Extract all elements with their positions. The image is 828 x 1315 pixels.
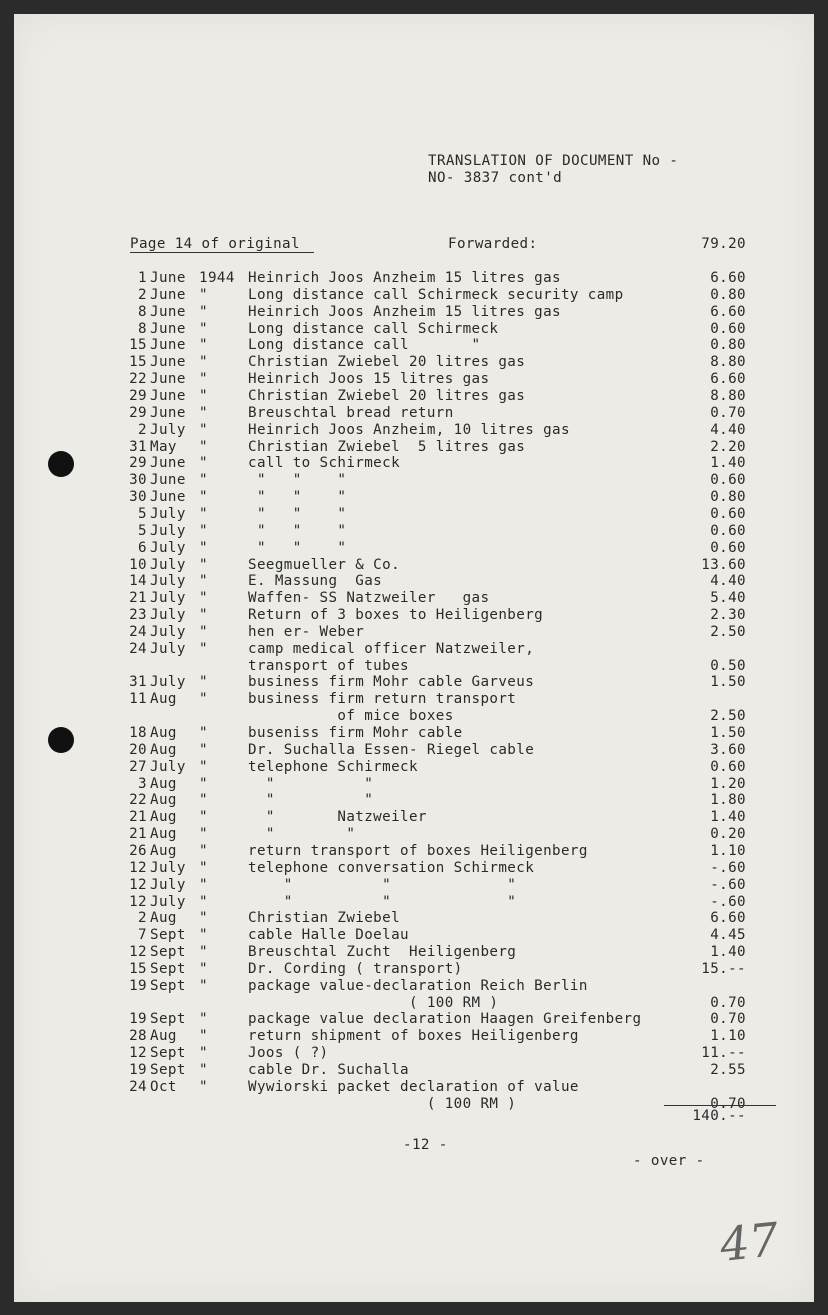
entry-day: 27 <box>129 758 147 775</box>
entry-amount: 2.50 <box>710 708 746 725</box>
entry-description: " Natzweiler <box>248 809 427 826</box>
entry-description: Joos ( ?) <box>248 1045 329 1062</box>
entry-description: Breuschtal Zucht Heiligenberg <box>248 944 517 960</box>
ledger-row <box>14 388 814 405</box>
entry-description: ( 100 RM ) <box>248 994 499 1011</box>
entry-year: " <box>199 691 208 708</box>
entry-amount: 1.50 <box>710 725 746 741</box>
entry-month: June <box>150 404 186 421</box>
entry-description: Long distance call Schirmeck security camp <box>248 286 624 303</box>
ledger-row <box>14 573 814 590</box>
ledger-row <box>14 708 814 725</box>
forwarded-label: Forwarded: <box>448 236 538 252</box>
entry-day: 8 <box>138 320 147 337</box>
entry-month: July <box>150 505 186 522</box>
entry-amount: 6.60 <box>710 910 746 927</box>
entry-year: " <box>199 1011 208 1028</box>
ledger-row <box>14 506 814 523</box>
entry-amount: 0.60 <box>710 320 746 337</box>
ledger-row <box>14 641 814 658</box>
entry-day: 18 <box>129 725 147 741</box>
entry-month: July <box>150 573 186 590</box>
entry-description: transport of tubes <box>248 657 409 674</box>
entry-month: Oct <box>150 1078 177 1095</box>
ledger-row <box>14 523 814 540</box>
entry-year: " <box>199 573 208 590</box>
entry-amount: 0.80 <box>710 286 746 303</box>
entry-year: " <box>199 371 208 388</box>
ledger-row <box>14 1062 814 1079</box>
entry-description: Seegmueller & Co. <box>248 556 401 573</box>
ledger-row <box>14 304 814 321</box>
ledger-row <box>14 944 814 961</box>
entry-day: 21 <box>129 826 147 843</box>
entry-amount: 0.70 <box>710 994 746 1011</box>
entry-day: 10 <box>129 556 147 573</box>
entry-month: Aug <box>150 741 177 758</box>
entry-year: " <box>199 1045 208 1062</box>
ledger-row <box>14 557 814 574</box>
entry-month: Sept <box>150 977 186 994</box>
entry-month: July <box>150 556 186 573</box>
entry-description: business firm Mohr cable Garveus <box>248 674 535 691</box>
entry-month: June <box>150 371 186 388</box>
entry-year: " <box>199 1062 208 1078</box>
entry-description: of mice boxes <box>248 708 454 725</box>
entry-description: Waffen- SS Natzweiler gas <box>248 590 490 607</box>
entry-description: Heinrich Joos Anzheim 15 litres gas <box>248 270 561 286</box>
total-rule <box>664 1105 776 1106</box>
entry-year: " <box>199 758 208 775</box>
entry-description: " " " <box>248 472 347 489</box>
entry-day: 28 <box>129 1028 147 1045</box>
entry-year: " <box>199 859 208 876</box>
forwarded-amount: 79.20 <box>701 236 746 252</box>
entry-amount: 0.20 <box>710 826 746 843</box>
entry-description: package value-declaration Reich Berlin <box>248 977 588 994</box>
entry-description: Return of 3 boxes to Heiligenberg <box>248 607 544 623</box>
ledger-row <box>14 590 814 607</box>
entry-amount: 1.40 <box>710 455 746 472</box>
entry-day: 22 <box>129 792 147 809</box>
entry-month: Sept <box>150 1062 186 1078</box>
ledger-row <box>14 776 814 793</box>
entry-description: Christian Zwiebel <box>248 910 401 927</box>
entry-description: Dr. Cording ( transport) <box>248 960 463 977</box>
ledger-row <box>14 860 814 877</box>
ledger-row <box>14 759 814 776</box>
entry-month: Aug <box>150 826 177 843</box>
entry-year: " <box>199 286 208 303</box>
ledger-row <box>14 691 814 708</box>
document-page <box>14 14 814 1302</box>
ledger-row <box>14 354 814 371</box>
ledger-row <box>14 540 814 557</box>
entry-description: Christian Zwiebel 20 litres gas <box>248 388 526 404</box>
entry-description: business firm return transport <box>248 691 517 708</box>
entry-day: 19 <box>129 977 147 994</box>
entry-amount: 11.-- <box>701 1045 746 1062</box>
ledger-row <box>14 337 814 354</box>
entry-amount: 0.60 <box>710 758 746 775</box>
ledger-row <box>14 725 814 742</box>
entry-amount: 6.60 <box>710 371 746 388</box>
entry-year: " <box>199 505 208 522</box>
entry-year: " <box>199 927 208 944</box>
handwritten-page-number: 47 <box>717 1212 782 1272</box>
entry-amount: 13.60 <box>701 556 746 573</box>
entry-amount: 0.70 <box>710 1011 746 1028</box>
entry-description: " " " <box>248 505 347 522</box>
entry-month: July <box>150 522 186 539</box>
entry-amount: 5.40 <box>710 590 746 607</box>
entry-amount: -.60 <box>710 876 746 893</box>
entry-amount: 1.80 <box>710 792 746 809</box>
entry-day: 7 <box>138 927 147 944</box>
entry-year: " <box>199 977 208 994</box>
entry-month: June <box>150 472 186 489</box>
entry-month: July <box>150 421 186 438</box>
entry-month: June <box>150 303 186 320</box>
entry-description: ( 100 RM ) <box>248 1095 517 1112</box>
entry-day: 29 <box>129 455 147 472</box>
entry-month: July <box>150 674 186 691</box>
entry-day: 5 <box>138 505 147 522</box>
entry-month: Aug <box>150 792 177 809</box>
entry-month: June <box>150 286 186 303</box>
entry-amount: -.60 <box>710 859 746 876</box>
entry-day: 5 <box>138 522 147 539</box>
entry-day: 19 <box>129 1062 147 1078</box>
entry-month: Sept <box>150 960 186 977</box>
entry-month: May <box>150 438 177 455</box>
entry-amount: 0.70 <box>710 404 746 421</box>
entry-description: Dr. Suchalla Essen- Riegel cable <box>248 741 535 758</box>
entry-year: " <box>199 489 208 506</box>
entry-year: 1944 <box>199 270 235 286</box>
entry-year: " <box>199 960 208 977</box>
entry-amount: 2.50 <box>710 623 746 640</box>
entry-year: " <box>199 623 208 640</box>
entry-description: cable Halle Doelau <box>248 927 409 944</box>
entry-year: " <box>199 472 208 489</box>
ledger-row <box>14 910 814 927</box>
entry-amount: 1.20 <box>710 775 746 792</box>
entry-month: June <box>150 388 186 404</box>
header-title: TRANSLATION OF DOCUMENT No - <box>428 153 679 169</box>
entry-description: camp medical officer Natzweiler, <box>248 640 535 657</box>
entry-year: " <box>199 303 208 320</box>
entry-day: 12 <box>129 859 147 876</box>
entry-description: Long distance call Schirmeck <box>248 320 499 337</box>
entry-description: Wywiorski packet declaration of value <box>248 1078 579 1095</box>
entry-day: 29 <box>129 404 147 421</box>
entry-month: July <box>150 859 186 876</box>
entry-amount: 4.40 <box>710 421 746 438</box>
entry-day: 2 <box>138 286 147 303</box>
ledger-row <box>14 1045 814 1062</box>
entry-year: " <box>199 775 208 792</box>
entry-month: June <box>150 270 186 286</box>
entry-amount: -.60 <box>710 893 746 910</box>
entry-year: " <box>199 826 208 843</box>
entry-amount: 1.40 <box>710 944 746 960</box>
page-reference: Page 14 of original <box>130 236 314 253</box>
entry-month: Aug <box>150 775 177 792</box>
ledger-row <box>14 371 814 388</box>
entry-day: 21 <box>129 590 147 607</box>
entry-year: " <box>199 590 208 607</box>
entry-day: 31 <box>129 438 147 455</box>
entry-description: Heinrich Joos Anzheim, 10 litres gas <box>248 421 570 438</box>
entry-day: 24 <box>129 1078 147 1095</box>
entry-day: 26 <box>129 842 147 859</box>
entry-day: 24 <box>129 640 147 657</box>
entry-month: July <box>150 623 186 640</box>
entry-description: Breuschtal bread return <box>248 404 454 421</box>
entry-description: hen er- Weber <box>248 623 365 640</box>
entry-amount: 6.60 <box>710 270 746 286</box>
entry-day: 12 <box>129 944 147 960</box>
entry-description: " " " <box>248 876 517 893</box>
entry-day: 31 <box>129 674 147 691</box>
ledger-row <box>14 439 814 456</box>
entry-day: 19 <box>129 1011 147 1028</box>
entry-amount: 2.30 <box>710 607 746 623</box>
entry-year: " <box>199 910 208 927</box>
entry-day: 6 <box>138 539 147 556</box>
entry-day: 8 <box>138 303 147 320</box>
entry-month: June <box>150 455 186 472</box>
entry-day: 20 <box>129 741 147 758</box>
entry-description: Christian Zwiebel 20 litres gas <box>248 354 526 371</box>
entry-month: July <box>150 607 186 623</box>
entry-description: " " " <box>248 539 347 556</box>
entry-month: Sept <box>150 1011 186 1028</box>
entry-description: Heinrich Joos 15 litres gas <box>248 371 490 388</box>
entry-day: 1 <box>138 270 147 286</box>
entry-amount: 2.55 <box>710 1062 746 1078</box>
ledger-row <box>14 877 814 894</box>
ledger-row <box>14 321 814 338</box>
entry-amount: 15.-- <box>701 960 746 977</box>
ledger-row <box>14 270 814 287</box>
entry-year: " <box>199 792 208 809</box>
entry-day: 12 <box>129 876 147 893</box>
entry-day: 15 <box>129 960 147 977</box>
entry-month: Aug <box>150 725 177 741</box>
entry-amount: 6.60 <box>710 303 746 320</box>
ledger-row <box>14 826 814 843</box>
entry-day: 30 <box>129 472 147 489</box>
entry-day: 2 <box>138 421 147 438</box>
ledger-row <box>14 674 814 691</box>
entry-day: 14 <box>129 573 147 590</box>
entry-month: Aug <box>150 842 177 859</box>
entry-description: buseniss firm Mohr cable <box>248 725 463 741</box>
entry-description: Long distance call " <box>248 337 481 354</box>
entry-description: cable Dr. Suchalla <box>248 1062 409 1078</box>
entry-amount: 8.80 <box>710 354 746 371</box>
ledger-row <box>14 455 814 472</box>
entry-description: " " <box>248 775 374 792</box>
entry-day: 3 <box>138 775 147 792</box>
entry-month: June <box>150 320 186 337</box>
ledger-row <box>14 809 814 826</box>
entry-amount: 1.10 <box>710 842 746 859</box>
ledger-row <box>14 422 814 439</box>
entry-year: " <box>199 809 208 826</box>
ledger-row <box>14 961 814 978</box>
entry-year: " <box>199 404 208 421</box>
entry-year: " <box>199 944 208 960</box>
entry-year: " <box>199 842 208 859</box>
ledger-row <box>14 995 814 1012</box>
entry-amount: 0.80 <box>710 489 746 506</box>
entry-month: July <box>150 876 186 893</box>
ledger-row <box>14 1028 814 1045</box>
entry-amount: 0.80 <box>710 337 746 354</box>
entry-day: 23 <box>129 607 147 623</box>
entry-description: E. Massung Gas <box>248 573 383 590</box>
entry-amount: 3.60 <box>710 741 746 758</box>
entry-year: " <box>199 876 208 893</box>
over-note: - over - <box>633 1153 705 1169</box>
entry-year: " <box>199 725 208 741</box>
entry-amount: 0.60 <box>710 539 746 556</box>
entry-year: " <box>199 421 208 438</box>
ledger-row <box>14 405 814 422</box>
entry-amount: 1.50 <box>710 674 746 691</box>
entry-amount: 1.10 <box>710 1028 746 1045</box>
entry-year: " <box>199 674 208 691</box>
ledger-row <box>14 658 814 675</box>
entry-day: 30 <box>129 489 147 506</box>
entry-amount: 0.60 <box>710 472 746 489</box>
entry-month: July <box>150 758 186 775</box>
entry-description: telephone conversation Schirmeck <box>248 859 535 876</box>
entry-day: 22 <box>129 371 147 388</box>
entry-description: " " <box>248 792 374 809</box>
entry-month: July <box>150 640 186 657</box>
entry-year: " <box>199 388 208 404</box>
entry-amount: 8.80 <box>710 388 746 404</box>
entry-year: " <box>199 354 208 371</box>
entry-year: " <box>199 455 208 472</box>
entry-day: 11 <box>129 691 147 708</box>
ledger-row <box>14 927 814 944</box>
entry-description: return transport of boxes Heiligenberg <box>248 842 588 859</box>
entry-day: 15 <box>129 337 147 354</box>
entry-description: " " " <box>248 522 347 539</box>
ledger-row <box>14 489 814 506</box>
entry-amount: 4.45 <box>710 927 746 944</box>
entry-year: " <box>199 640 208 657</box>
entry-month: June <box>150 354 186 371</box>
entry-month: Aug <box>150 1028 177 1045</box>
ledger-row <box>14 894 814 911</box>
header-document-number: NO- 3837 cont'd <box>428 170 563 186</box>
entry-year: " <box>199 522 208 539</box>
page-number: -12 - <box>403 1137 448 1153</box>
entry-day: 21 <box>129 809 147 826</box>
entry-day: 15 <box>129 354 147 371</box>
entry-year: " <box>199 1028 208 1045</box>
entry-description: package value declaration Haagen Greifenberg <box>248 1011 642 1028</box>
entry-month: Aug <box>150 691 177 708</box>
entry-day: 12 <box>129 893 147 910</box>
entry-year: " <box>199 1078 208 1095</box>
entry-description: Heinrich Joos Anzheim 15 litres gas <box>248 303 561 320</box>
entry-amount: 0.60 <box>710 505 746 522</box>
entry-year: " <box>199 438 208 455</box>
ledger-row <box>14 607 814 624</box>
total-amount: 140.-- <box>692 1108 746 1124</box>
entry-description: " " " <box>248 489 347 506</box>
entry-description: " " <box>248 826 356 843</box>
entry-year: " <box>199 741 208 758</box>
entry-month: Sept <box>150 944 186 960</box>
entry-amount: 0.50 <box>710 657 746 674</box>
ledger-row <box>14 1079 814 1096</box>
entry-year: " <box>199 337 208 354</box>
entry-month: June <box>150 337 186 354</box>
entry-amount: 0.60 <box>710 522 746 539</box>
entry-month: Aug <box>150 910 177 927</box>
entry-amount: 4.40 <box>710 573 746 590</box>
entry-day: 24 <box>129 623 147 640</box>
ledger-row <box>14 472 814 489</box>
entry-month: July <box>150 539 186 556</box>
ledger-row <box>14 843 814 860</box>
ledger-row <box>14 287 814 304</box>
ledger-row <box>14 792 814 809</box>
ledger-row <box>14 624 814 641</box>
entry-month: Aug <box>150 809 177 826</box>
entry-year: " <box>199 320 208 337</box>
entry-amount: 0.70 <box>710 1095 746 1112</box>
entry-year: " <box>199 607 208 623</box>
entry-amount: 1.40 <box>710 809 746 826</box>
entry-day: 2 <box>138 910 147 927</box>
entry-year: " <box>199 893 208 910</box>
entry-year: " <box>199 556 208 573</box>
entry-month: July <box>150 893 186 910</box>
entry-month: June <box>150 489 186 506</box>
ledger-row <box>14 978 814 995</box>
ledger-row <box>14 742 814 759</box>
entry-day: 29 <box>129 388 147 404</box>
entry-description: return shipment of boxes Heiligenberg <box>248 1028 579 1045</box>
entry-month: Sept <box>150 1045 186 1062</box>
entry-month: July <box>150 590 186 607</box>
entry-description: telephone Schirmeck <box>248 758 418 775</box>
entry-month: Sept <box>150 927 186 944</box>
entry-amount: 2.20 <box>710 438 746 455</box>
entry-description: Christian Zwiebel 5 litres gas <box>248 438 526 455</box>
ledger-row <box>14 1011 814 1028</box>
entry-description: " " " <box>248 893 517 910</box>
entry-day: 12 <box>129 1045 147 1062</box>
entry-description: call to Schirmeck <box>248 455 401 472</box>
entry-year: " <box>199 539 208 556</box>
